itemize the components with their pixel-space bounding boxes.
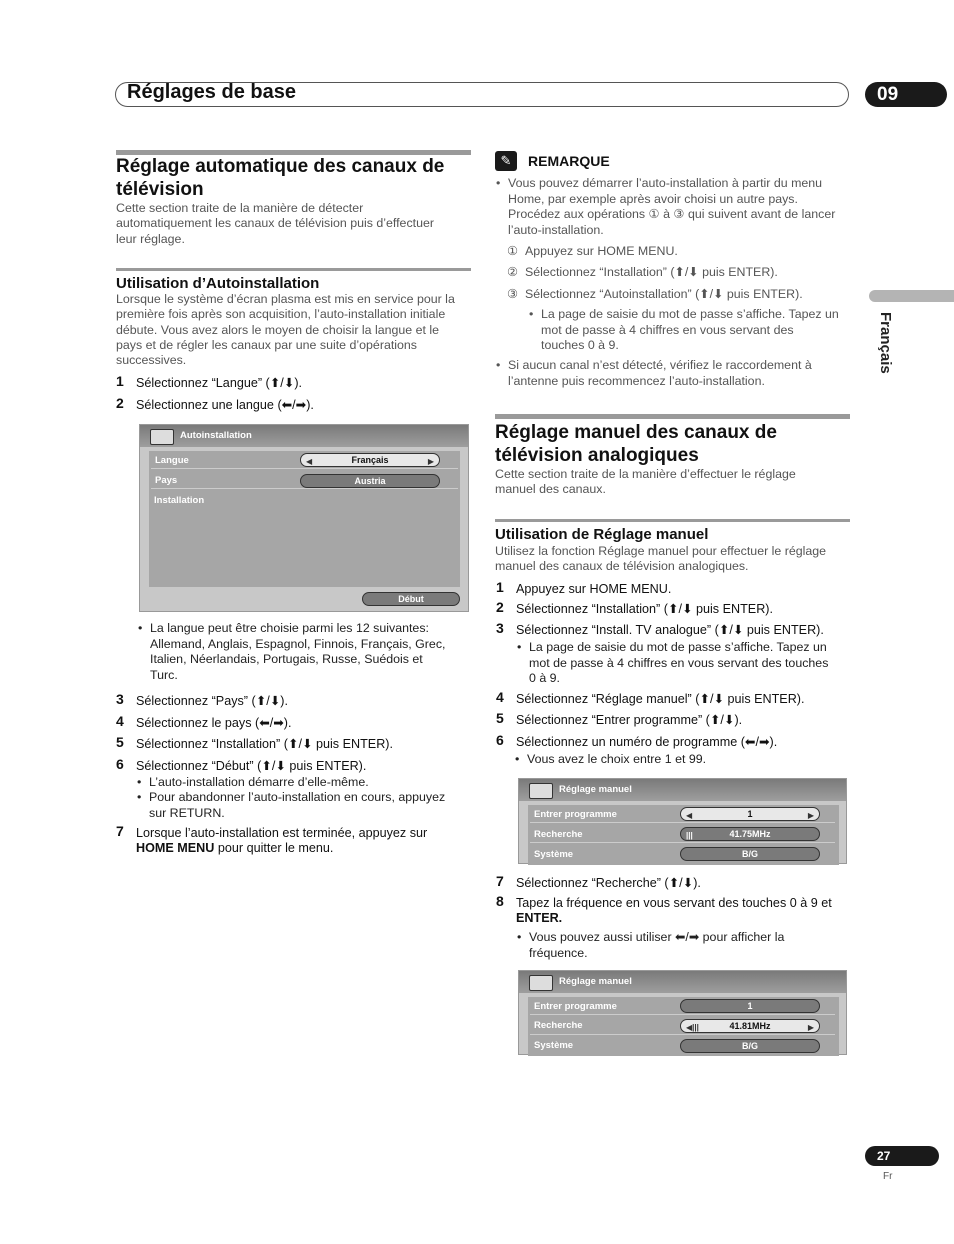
side-language-label: Français [877, 312, 894, 374]
page-language: Fr [883, 1171, 893, 1182]
section-title-manual: Réglage manuel des canaux de télévision analogiques [495, 422, 777, 466]
chapter-badge: 09 [865, 82, 947, 107]
langue-value[interactable]: ◀ Français ▶ [300, 453, 440, 467]
manual-step8-sub: • Vous pouvez aussi utiliser ⬅/➡ pour afficher la fréquence. [529, 930, 784, 961]
note-pencil-icon: ✎ [495, 151, 517, 171]
section-title-auto: Réglage automatique des canaux de télévision [116, 156, 445, 200]
section-intro-auto: Cette section traite de la manière de détecter automatiquement les canaux de télévision puis d’effectuer leur réglage. [116, 201, 434, 246]
step6-bullet-2: • Pour abandonner l’auto-installation en cours, appuyez sur RETURN. [149, 790, 445, 821]
screen-title: Autoinstallation [180, 430, 252, 441]
screen-panel [528, 805, 839, 865]
section-rule [495, 414, 850, 419]
subsection-rule [495, 519, 850, 522]
subsection-title-autoinstallation: Utilisation d’Autoinstallation [116, 275, 320, 292]
step6-bullet-1: • L’auto-installation démarre d’elle-même. [149, 775, 369, 791]
row-entrer-programme[interactable]: Entrer programme ◀ 1 ▶ [530, 805, 835, 823]
frequency-value[interactable]: ◀||| 41.81MHz ▶ [680, 1019, 820, 1033]
frequency-value[interactable]: ||| 41.75MHz [680, 827, 820, 841]
tv-menu-icon [529, 783, 553, 799]
tv-menu-icon [150, 429, 174, 445]
row-recherche[interactable]: Recherche ◀||| 41.81MHz ▶ [530, 1017, 835, 1035]
row-entrer-programme[interactable]: Entrer programme 1 [530, 997, 835, 1015]
page-title: Réglages de base [127, 81, 296, 103]
row-recherche[interactable]: Recherche ||| 41.75MHz [530, 825, 835, 843]
manual-step3-sub: • La page de saisie du mot de passe s’affiche. Tapez un mot de passe à 4 chiffres en vous servant des touches 0 à 9. [529, 640, 828, 687]
subsection-rule [116, 268, 471, 271]
note-bullet-1: • Vous pouvez démarrer l’auto-installation à partir du menu Home, par exemple après avoir choisi un autre pays. Procédez aux opérations ① à ③ qui suivent avant de lancer l’auto-installation. [508, 176, 835, 238]
note-step-2: ② Sélectionnez “Installation” (⬆/⬇ puis ENTER). [507, 265, 778, 279]
page-number: 27 [865, 1146, 939, 1166]
note-sub-bullet: • La page de saisie du mot de passe s’affiche. Tapez un mot de passe à 4 chiffres en vous servant des touches 0 à 9. [541, 307, 839, 354]
note-title: REMARQUE [528, 153, 610, 169]
note-step-3: ③ Sélectionnez “Autoinstallation” (⬆/⬇ puis ENTER). [507, 287, 803, 301]
manual-step6-sub: • Vous avez le choix entre 1 et 99. [527, 752, 706, 768]
row-systeme[interactable]: Système B/G [530, 845, 835, 863]
row-installation[interactable]: Installation [154, 495, 205, 506]
subsection-intro-manual: Utilisez la fonction Réglage manuel pour effectuer le réglage manuel des canaux de télévision analogiques. [495, 544, 827, 574]
debut-button[interactable]: Début [362, 592, 460, 606]
systeme-value[interactable]: B/G [680, 847, 820, 861]
tv-menu-icon [529, 975, 553, 991]
autoinstallation-screen [139, 424, 469, 612]
screen-panel [149, 451, 460, 587]
subsection-title-manual: Utilisation de Réglage manuel [495, 526, 709, 543]
systeme-value[interactable]: B/G [680, 1039, 820, 1053]
note-bullet-2: • Si aucun canal n’est détecté, vérifiez le raccordement à l’antenne puis recommencez l’auto-installation. [508, 358, 812, 389]
manual-screen-2: Réglage manuel Entrer programme 1 Recherche ◀||| 41.81MHz ▶ Système B/G [518, 970, 847, 1055]
programme-value[interactable]: 1 [680, 999, 820, 1013]
bullet-languages: • La langue peut être choisie parmi les 12 suivantes: Allemand, Anglais, Espagnol, Finnois, Français, Grec, Italien, Néerlandais, Portugais, Russe, Suédois et Turc. [150, 621, 445, 683]
note-step-1: ① Appuyez sur HOME MENU. [507, 244, 678, 258]
row-pays[interactable]: Pays Austria [151, 471, 458, 489]
row-langue[interactable]: Langue ◀ Français ▶ [151, 451, 458, 469]
row-systeme[interactable]: Système B/G [530, 1037, 835, 1055]
screen-panel [528, 997, 839, 1056]
subsection-intro-autoinstallation: Lorsque le système d’écran plasma est mis en service pour la première fois après son acquisition, l’auto-installation initiale débute. Vous avez alors le moyen de choisir la langue et le pays et de régler les canaux par une suite d’opérations successives. [116, 292, 455, 368]
section-intro-manual: Cette section traite de la manière d’effectuer le réglage manuel des canaux. [495, 467, 796, 497]
pays-value[interactable]: Austria [300, 474, 440, 488]
side-tab [869, 290, 954, 302]
programme-value[interactable]: ◀ 1 ▶ [680, 807, 820, 821]
manual-screen-1: Réglage manuel Entrer programme ◀ 1 ▶ Recherche ||| 41.75MHz Système B/G [518, 778, 847, 864]
